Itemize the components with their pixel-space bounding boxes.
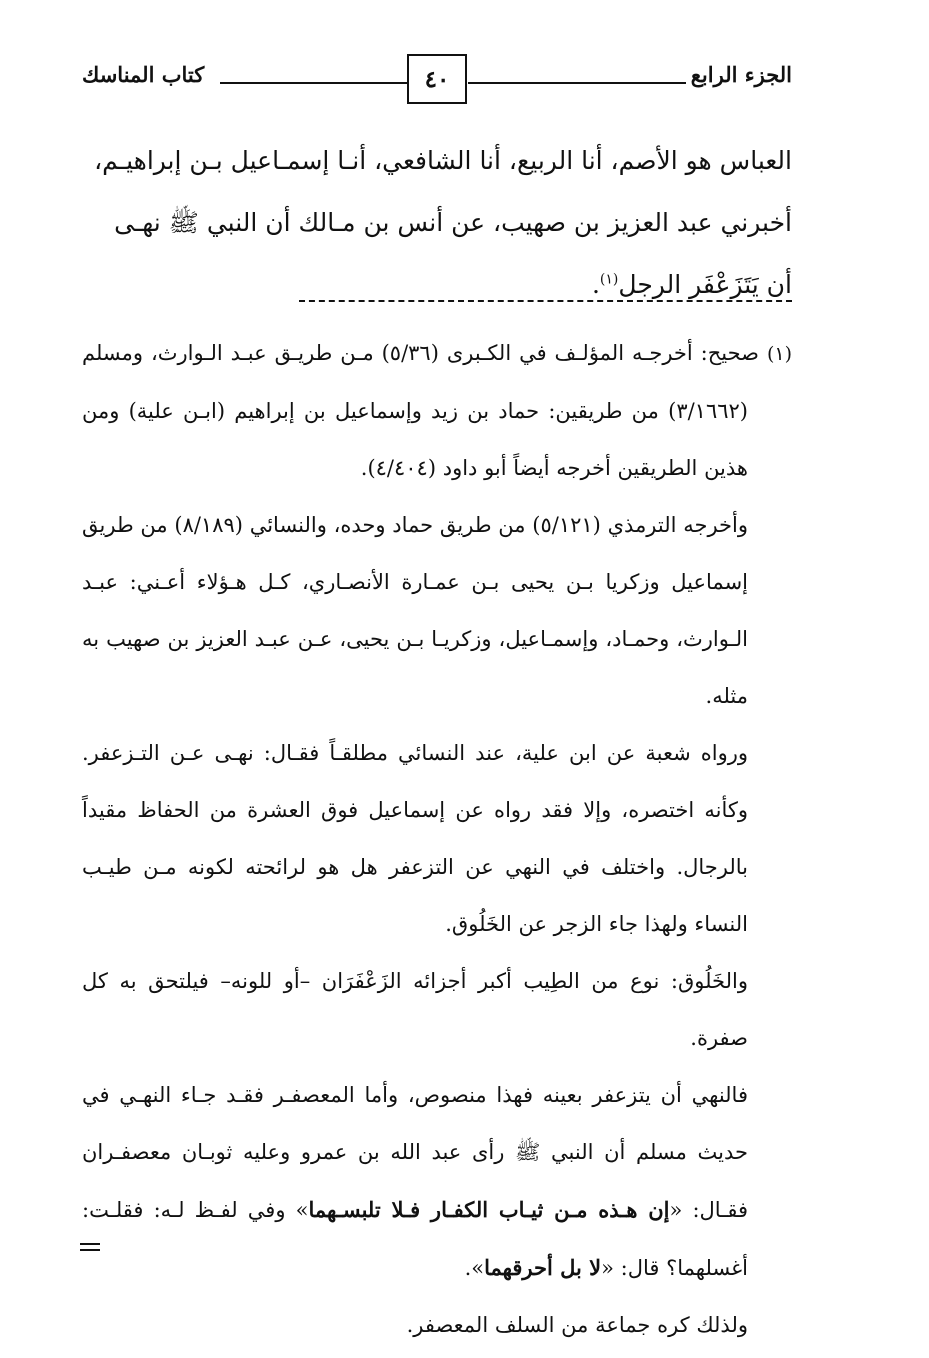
book-title: كتاب المناسك [82,62,205,87]
main-text [82,130,792,316]
page-number: ٤٠ [407,54,467,104]
footnote-paragraph-1-text: صحيح: أخرجـه المؤلـف في الكـبرى (٥/٣٦) مـن طريـق عبـد الـوارث، ومسلم (٣/١٦٦٢) من طريقين: حماد بن زيد وإسماعيل بن إبراهيم (ابـن علية) ومن هذين الطريقين أخرجه أيضاً أبو داود (٤/٤٠٤). [82,341,760,480]
main-line-3-text: أن يَتَزَعْفَر الرجل [618,270,792,299]
hadith-quote-1: إن هـذه مـن ثيـاب الكفـار فـلا تلبسـهما [308,1197,670,1222]
footnote-separator [299,300,792,302]
footnote [82,325,792,1354]
footnote-paragraph-4: والخَلُوق: نوع من الطِيب أكبر أجزائه الزَعْفَرَان –أو للونه– فيلتحق به كل صفرة. [82,969,748,1050]
volume-title: الجزء الرابع [690,62,792,87]
footnote-paragraph-2: وأخرجه الترمذي (٥/١٢١) من طريق حماد وحده، والنسائي (٨/١٨٩) من طريق إسماعيل وزكريا بـن يحيى بـن عمـارة الأنصـاري، كـل هـؤلاء أعـني: عبـد الـوارث، وحمـاد، وإسمـاعيل، وزكريـا بـن يحيى، عـن عبـد العزيز بن صهيب به مثله. [82,513,748,708]
main-line-3-end: . [591,270,600,299]
main-line-3 [82,254,792,316]
main-line-1: العباس هو الأصم، أنا الربيع، أنا الشافعي، أنـا إسمـاعيل بـن إبراهيـم، [94,146,792,175]
footnote-reference: (١) [599,271,619,288]
end-of-section-mark [80,1243,100,1255]
footnote-paragraph-5-a: فالنهي أن يتزعفر بعينه فهذا منصوص، وأما المعصفـر فقـد جـاء النهـي في حديث مسلم أن النبي ﷺ رأى عبد الله بن عمرو وعليه ثوبـان معصفـران فقـال: « [82,1083,749,1222]
footnote-number: (١) [766,343,792,365]
main-line-2: أخبرني عبد العزيز بن صهيب، عن أنس بن مـالك أن النبي ﷺ نهـى [114,208,792,237]
footnote-paragraph-5 [82,1067,792,1297]
footnote-paragraph-6: ولذلك كره جماعة من السلف المعصفر. [406,1313,748,1337]
hadith-quote-2: لا بل أحرقهما [484,1255,602,1280]
footnote-paragraph-3: ورواه شعبة عن ابن علية، عند النسائي مطلقـاً فقـال: نهـى عـن التـزعفر. وكأنه اختصره، وإلا فقد رواه عن إسماعيل فوق العشرة من الحفاظ مقيداً بالرجال. واختلف في النهي عن التزعفر هل هو لرائحته لكونه مـن طيـب النساء ولهذا جاء الزجر عن الخَلُوق. [82,741,748,936]
footnote-paragraph-5-c: ». [464,1256,485,1280]
header-rule-right [468,82,686,84]
footnote-paragraph-1 [82,325,792,497]
header-rule-left [220,82,408,84]
page-header [82,48,792,110]
footnote-paragraph-5-b: » وفي لفـظ لـه: فقلـت: أغسلهما؟ قال: « [82,1198,748,1280]
